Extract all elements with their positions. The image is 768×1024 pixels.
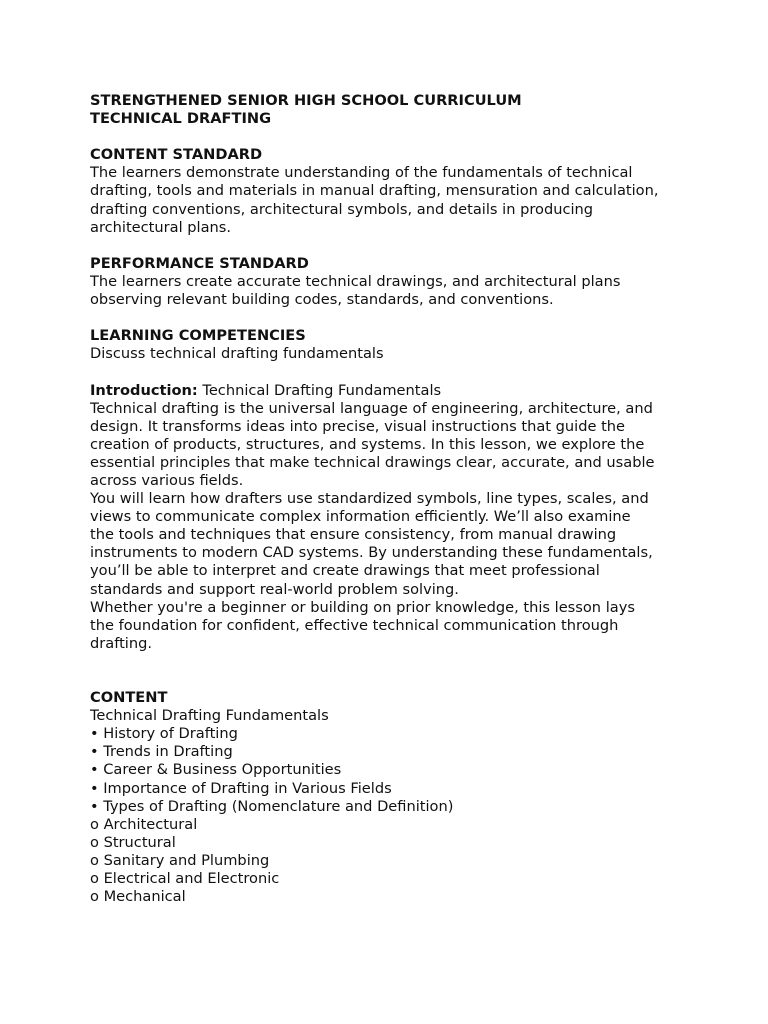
document-title: STRENGTHENED SENIOR HIGH SCHOOL CURRICULUM	[90, 92, 522, 109]
list-item: • Importance of Drafting in Various Fields	[90, 779, 392, 797]
learning-competencies-heading: LEARNING COMPETENCIES	[90, 327, 306, 345]
sub-list-item: o Sanitary and Plumbing	[90, 851, 270, 869]
list-item: • History of Drafting	[90, 725, 238, 743]
content-standard-text: The learners demonstrate understanding of the fundamentals of technical	[90, 164, 633, 182]
introduction-heading	[90, 382, 690, 400]
introduction-text: You will learn how drafters use standardized symbols, line types, scales, and	[90, 490, 649, 508]
introduction-text: the foundation for confident, effective technical communication through	[90, 616, 619, 634]
learning-competencies-text: Discuss technical drafting fundamentals	[90, 345, 384, 363]
introduction-text: the tools and techniques that ensure consistency, from manual drawing	[90, 526, 617, 544]
list-item: • Trends in Drafting	[90, 743, 233, 761]
performance-standard-heading: PERFORMANCE STANDARD	[90, 254, 309, 272]
introduction-subtitle: Technical Drafting Fundamentals	[197, 381, 442, 399]
introduction-text: drafting.	[90, 634, 153, 652]
introduction-text: essential principles that make technical drawings clear, accurate, and usable	[90, 453, 655, 471]
document-subject: TECHNICAL DRAFTING	[90, 110, 272, 128]
introduction-text: Whether you're a beginner or building on prior knowledge, this lesson lays	[90, 598, 635, 616]
introduction-label: Introduction:	[90, 381, 198, 399]
content-standard-text: architectural plans.	[90, 218, 232, 236]
performance-standard-text: observing relevant building codes, standards, and conventions.	[90, 291, 554, 309]
introduction-text: views to communicate complex information efficiently. We’ll also examine	[90, 508, 631, 526]
content-heading: CONTENT	[90, 689, 168, 707]
introduction-text: creation of products, structures, and systems. In this lesson, we explore the	[90, 435, 645, 453]
sub-list-item: o Electrical and Electronic	[90, 870, 280, 888]
introduction-text: standards and support real-world problem solving.	[90, 580, 459, 598]
introduction-text: across various fields.	[90, 471, 244, 489]
performance-standard-text: The learners create accurate technical drawings, and architectural plans	[90, 272, 621, 290]
content-standard-text: drafting conventions, architectural symbols, and details in producing	[90, 200, 594, 218]
content-subtitle: Technical Drafting Fundamentals	[90, 707, 329, 725]
document-page	[90, 92, 690, 906]
sub-list-item: o Architectural	[90, 815, 198, 833]
content-standard-text: drafting, tools and materials in manual drafting, mensuration and calculation,	[90, 182, 659, 200]
sub-list-item: o Mechanical	[90, 888, 186, 906]
introduction-text: you’ll be able to interpret and create drawings that meet professional	[90, 562, 600, 580]
list-item: • Types of Drafting (Nomenclature and Definition)	[90, 797, 454, 815]
introduction-text: design. It transforms ideas into precise, visual instructions that guide the	[90, 417, 626, 435]
introduction-text: Technical drafting is the universal language of engineering, architecture, and	[90, 399, 653, 417]
introduction-text: instruments to modern CAD systems. By understanding these fundamentals,	[90, 544, 653, 562]
sub-list-item: o Structural	[90, 833, 176, 851]
list-item: • Career & Business Opportunities	[90, 761, 342, 779]
content-standard-heading: CONTENT STANDARD	[90, 146, 263, 164]
